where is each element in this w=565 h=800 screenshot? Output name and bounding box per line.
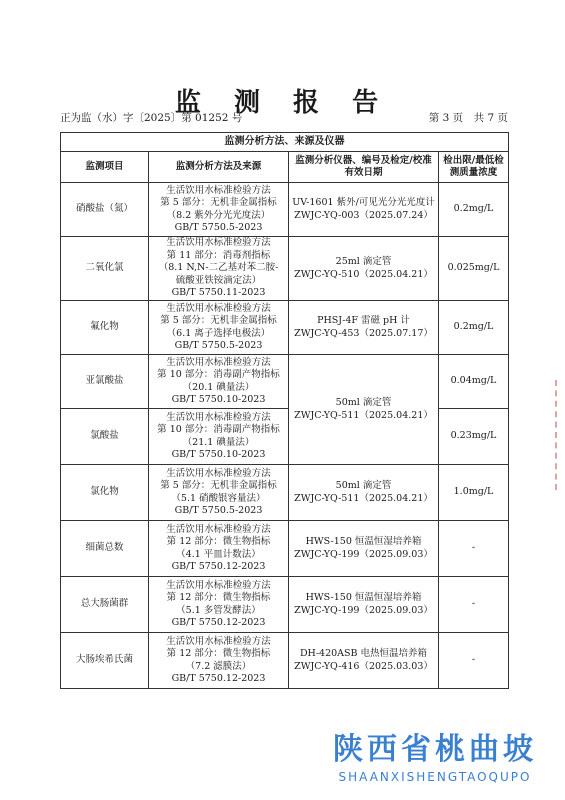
cell-method bbox=[149, 577, 289, 633]
watermark-english: SHAANXISHENGTAOQUPO bbox=[338, 770, 532, 784]
method-line: 生活饮用水标准检验方法 bbox=[166, 356, 271, 368]
table-row bbox=[61, 577, 509, 633]
cell-item: 亚氯酸盐 bbox=[61, 355, 149, 409]
method-line: 第 12 部分：微生物指标 bbox=[166, 648, 271, 659]
table-row bbox=[61, 409, 509, 465]
instrument-line: HWS-150 恒温恒湿培养箱 bbox=[305, 592, 422, 603]
method-line: 生活饮用水标准检验方法 bbox=[166, 184, 271, 196]
cell-instrument bbox=[289, 301, 439, 355]
method-line: 第 5 部分：无机非金属指标 bbox=[160, 197, 277, 208]
table-row bbox=[61, 521, 509, 577]
method-line: 生活饮用水标准检验方法 bbox=[166, 411, 271, 423]
instrument-line: ZWJC-YQ-416（2025.03.03） bbox=[294, 660, 433, 672]
cell-method bbox=[149, 633, 289, 689]
method-line: （20.1 碘量法） bbox=[182, 381, 255, 393]
cell-limit: - bbox=[439, 633, 509, 689]
method-line: （8.1 N,N-二乙基对苯二胺- bbox=[158, 262, 279, 274]
cell-item: 二氧化氯 bbox=[61, 237, 149, 301]
cell-instrument bbox=[289, 183, 439, 237]
instrument-line: PHSJ-4F 雷磁 pH 计 bbox=[317, 315, 410, 326]
method-line: （5.1 多管发酵法） bbox=[176, 604, 261, 616]
cell-item: 总大肠菌群 bbox=[61, 577, 149, 633]
column-header-limit: 检出限/最低检测质量浓度 bbox=[439, 152, 509, 183]
cell-limit: 0.025mg/L bbox=[439, 237, 509, 301]
table-row bbox=[61, 633, 509, 689]
cell-item: 细菌总数 bbox=[61, 521, 149, 577]
instrument-line: ZWJC-YQ-453（2025.07.17） bbox=[294, 327, 433, 339]
method-line: GB/T 5750.11-2023 bbox=[171, 287, 266, 299]
page-info: 第 3 页 共 7 页 bbox=[428, 112, 508, 124]
method-line: 第 11 部分：消毒剂指标 bbox=[166, 249, 271, 261]
method-line: （8.2 紫外分光光度法） bbox=[166, 209, 271, 221]
cell-instrument bbox=[289, 465, 439, 521]
cell-instrument bbox=[289, 237, 439, 301]
method-line: GB/T 5750.10-2023 bbox=[171, 394, 266, 405]
table-body bbox=[61, 183, 509, 689]
method-line: （6.1 离子选择电极法） bbox=[166, 327, 271, 339]
cell-limit: 0.2mg/L bbox=[439, 183, 509, 237]
instrument-line: 50ml 滴定管 bbox=[335, 397, 392, 408]
method-line: GB/T 5750.12-2023 bbox=[171, 673, 266, 684]
method-line: 生活饮用水标准检验方法 bbox=[166, 302, 271, 314]
method-line: 生活饮用水标准检验方法 bbox=[166, 635, 271, 647]
method-line: 生活饮用水标准检验方法 bbox=[166, 523, 271, 535]
cell-item: 氯酸盐 bbox=[61, 409, 149, 465]
cell-method bbox=[149, 237, 289, 301]
instrument-line: ZWJC-YQ-511（2025.04.21） bbox=[294, 409, 433, 421]
method-line: GB/T 5750.10-2023 bbox=[171, 449, 266, 460]
column-header-instrument: 监测分析仪器、编号及检定/校准有效日期 bbox=[289, 152, 439, 183]
cell-method bbox=[149, 355, 289, 409]
methods-table bbox=[60, 132, 509, 689]
cell-item: 大肠埃希氏菌 bbox=[61, 633, 149, 689]
column-header-item: 监测项目 bbox=[61, 152, 149, 183]
instrument-line: ZWJC-YQ-199（2025.09.03） bbox=[294, 604, 433, 616]
table-row bbox=[61, 237, 509, 301]
watermark bbox=[310, 724, 560, 794]
instrument-line: DH-420ASB 电热恒温培养箱 bbox=[299, 648, 428, 659]
cell-instrument bbox=[289, 521, 439, 577]
instrument-line: UV-1601 紫外/可见光分光光度计 bbox=[292, 197, 435, 208]
table-row bbox=[61, 465, 509, 521]
cell-item: 氟化物 bbox=[61, 301, 149, 355]
table-section-title: 监测分析方法、来源及仪器 bbox=[61, 133, 509, 152]
instrument-line: ZWJC-YQ-003（2025.07.24） bbox=[294, 209, 433, 221]
table-row bbox=[61, 183, 509, 237]
cell-limit: 1.0mg/L bbox=[439, 465, 509, 521]
cell-limit: - bbox=[439, 521, 509, 577]
method-line: 生活饮用水标准检验方法 bbox=[166, 579, 271, 591]
instrument-line: HWS-150 恒温恒湿培养箱 bbox=[305, 536, 422, 547]
method-line: （7.2 滤膜法） bbox=[185, 660, 252, 672]
column-header-method: 监测分析方法及来源 bbox=[149, 152, 289, 183]
seal-edge-mark bbox=[555, 380, 563, 490]
cell-limit: 0.23mg/L bbox=[439, 409, 509, 465]
method-line: GB/T 5750.12-2023 bbox=[171, 617, 266, 628]
instrument-line: 25ml 滴定管 bbox=[335, 256, 392, 267]
cell-instrument bbox=[289, 633, 439, 689]
cell-limit: 0.04mg/L bbox=[439, 355, 509, 409]
method-line: GB/T 5750.5-2023 bbox=[174, 222, 263, 233]
method-line: 第 12 部分：微生物指标 bbox=[166, 536, 271, 547]
method-line: （21.1 碘量法） bbox=[182, 436, 255, 448]
method-line: 第 10 部分：消毒副产物指标 bbox=[157, 369, 280, 380]
instrument-line: ZWJC-YQ-511（2025.04.21） bbox=[294, 492, 433, 504]
instrument-line: ZWJC-YQ-510（2025.04.21） bbox=[294, 268, 433, 280]
method-line: 第 12 部分：微生物指标 bbox=[166, 592, 271, 603]
cell-method bbox=[149, 465, 289, 521]
method-line: 生活饮用水标准检验方法 bbox=[166, 237, 271, 249]
method-line: 第 5 部分：无机非金属指标 bbox=[160, 315, 277, 326]
cell-method bbox=[149, 409, 289, 465]
report-number: 正为监（水）字〔2025〕第 01252 号 bbox=[60, 112, 243, 124]
method-line: GB/T 5750.5-2023 bbox=[174, 505, 263, 516]
cell-limit: 0.2mg/L bbox=[439, 301, 509, 355]
method-line: GB/T 5750.5-2023 bbox=[174, 340, 263, 351]
cell-method bbox=[149, 183, 289, 237]
cell-item: 氯化物 bbox=[61, 465, 149, 521]
method-line: GB/T 5750.12-2023 bbox=[171, 561, 266, 572]
instrument-line: ZWJC-YQ-199（2025.09.03） bbox=[294, 548, 433, 560]
method-line: （5.1 硝酸银容量法） bbox=[171, 492, 266, 504]
watermark-chinese: 陕西省桃曲坡 bbox=[333, 732, 537, 767]
table-row bbox=[61, 301, 509, 355]
cell-limit: - bbox=[439, 577, 509, 633]
instrument-line: 50ml 滴定管 bbox=[335, 480, 392, 491]
cell-method bbox=[149, 301, 289, 355]
method-line: （4.1 平皿计数法） bbox=[176, 548, 261, 560]
cell-instrument bbox=[289, 355, 439, 465]
table-row bbox=[61, 355, 509, 409]
method-line: 生活饮用水标准检验方法 bbox=[166, 467, 271, 479]
report-title: 监 测 报 告 bbox=[174, 88, 391, 118]
method-line: 硫酸亚铁铵滴定法） bbox=[175, 274, 262, 286]
cell-method bbox=[149, 521, 289, 577]
report-meta bbox=[60, 110, 508, 125]
method-line: 第 10 部分：消毒副产物指标 bbox=[157, 424, 280, 435]
cell-item: 硝酸盐（氮） bbox=[61, 183, 149, 237]
method-line: 第 5 部分：无机非金属指标 bbox=[160, 480, 277, 491]
cell-instrument bbox=[289, 577, 439, 633]
